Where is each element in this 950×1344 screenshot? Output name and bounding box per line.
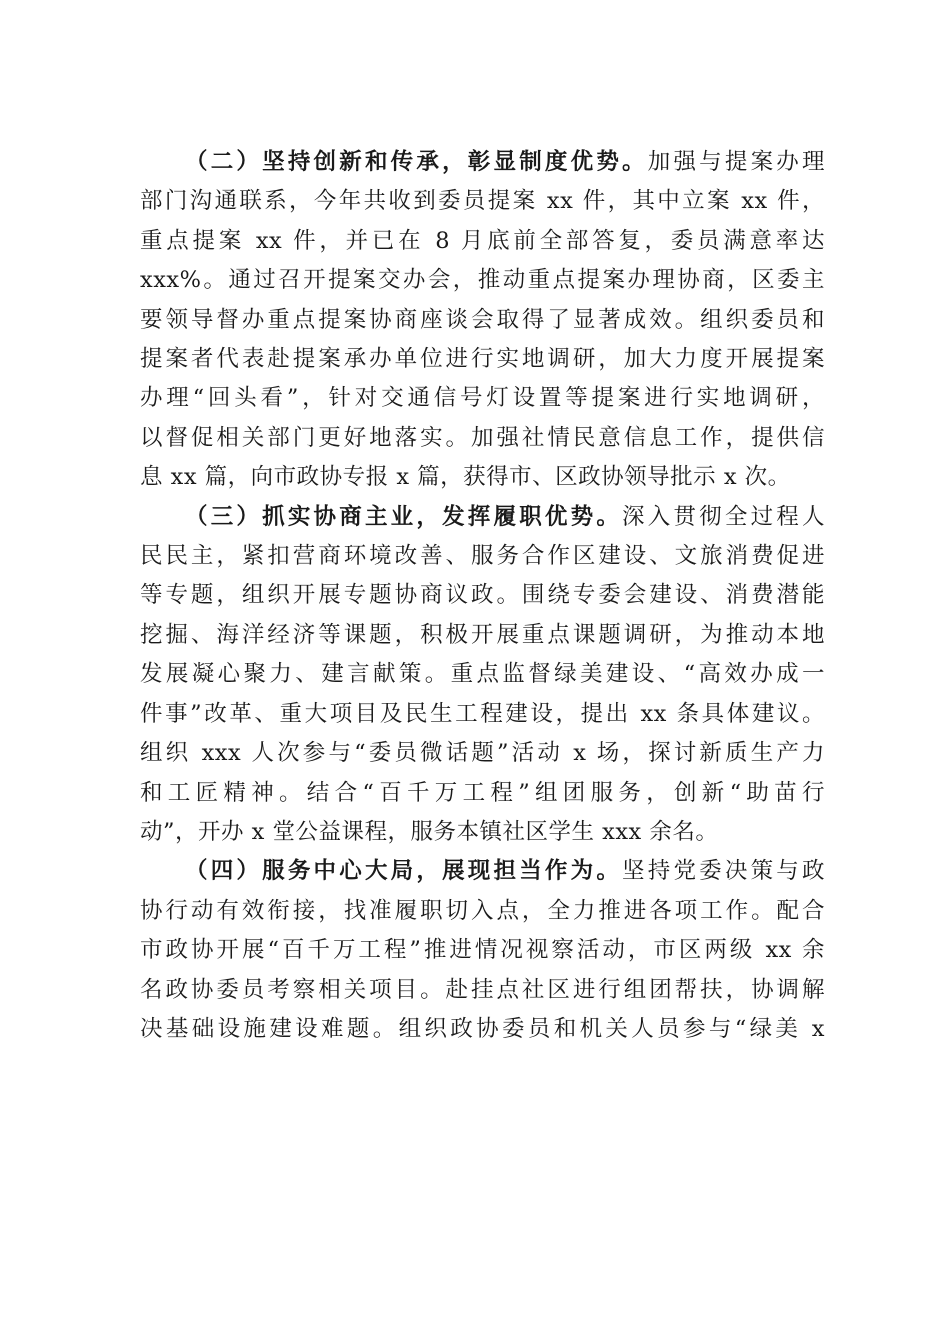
text-line: 办理“回头看”，针对交通信号灯设置等提案进行实地调研， bbox=[140, 385, 825, 412]
paragraph-section-2 bbox=[140, 143, 825, 498]
section-heading: （二）坚持创新和传承，彰显制度优势。 bbox=[185, 149, 648, 175]
text-line: 重点提案 xx 件，并已在 8 月底前全部答复，委员满意率达 bbox=[140, 227, 825, 254]
text-line: 提案者代表赴提案承办单位进行实地调研，加大力度开展提案 bbox=[140, 346, 825, 373]
text-line: 挖掘、海洋经济等课题，积极开展重点课题调研，为推动本地 bbox=[140, 621, 825, 648]
text-line: 息 xx 篇，向市政协专报 x 篇，获得市、区政协领导批示 x 次。 bbox=[140, 464, 791, 491]
text-line: 等专题，组织开展专题协商议政。围绕专委会建设、消费潜能 bbox=[140, 582, 825, 609]
text-line: 发展凝心聚力、建言献策。重点监督绿美建设、“高效办成一 bbox=[140, 661, 825, 688]
text-line: 决基础设施建设难题。组织政协委员和机关人员参与“绿美 x bbox=[140, 1015, 825, 1042]
section-heading: （三）抓实协商主业，发挥履职优势。 bbox=[185, 503, 623, 530]
text-line: 部门沟通联系，今年共收到委员提案 xx 件，其中立案 xx 件， bbox=[140, 188, 825, 215]
text-line: 动”，开办 x 堂公益课程，服务本镇社区学生 xxx 余名。 bbox=[140, 818, 719, 845]
text-line: xxx%。通过召开提案交办会，推动重点提案办理协商，区委主 bbox=[140, 267, 825, 294]
document-page bbox=[140, 143, 825, 1049]
text-line: 名政协委员考察相关项目。赴挂点社区进行组团帮扶，协调解 bbox=[140, 976, 825, 1003]
paragraph-section-3 bbox=[140, 498, 825, 853]
text-line: （二）坚持创新和传承，彰显制度优势。加强与提案办理 bbox=[185, 149, 825, 175]
text-line: （三）抓实协商主业，发挥履职优势。深入贯彻全过程人 bbox=[185, 503, 825, 530]
text-line: 件事”改革、重大项目及民生工程建设，提出 xx 条具体建议。 bbox=[140, 700, 825, 727]
text-line: （四）服务中心大局，展现担当作为。坚持党委决策与政 bbox=[185, 858, 825, 885]
text-line: 以督促相关部门更好地落实。加强社情民意信息工作，提供信 bbox=[140, 424, 825, 451]
text-line: 和工匠精神。结合“百千万工程”组团服务，创新“助苗行 bbox=[140, 779, 825, 806]
text-line: 要领导督办重点提案协商座谈会取得了显著成效。组织委员和 bbox=[140, 306, 825, 333]
paragraph-section-4 bbox=[140, 852, 825, 1049]
section-heading: （四）服务中心大局，展现担当作为。 bbox=[185, 858, 623, 885]
text-line: 民民主，紧扣营商环境改善、服务合作区建设、文旅消费促进 bbox=[140, 543, 825, 570]
text-line: 协行动有效衔接，找准履职切入点，全力推进各项工作。配合 bbox=[140, 897, 825, 924]
text-line: 组织 xxx 人次参与“委员微话题”活动 x 场，探讨新质生产力 bbox=[140, 740, 825, 767]
text-line: 市政协开展“百千万工程”推进情况视察活动，市区两级 xx 余 bbox=[140, 937, 825, 964]
